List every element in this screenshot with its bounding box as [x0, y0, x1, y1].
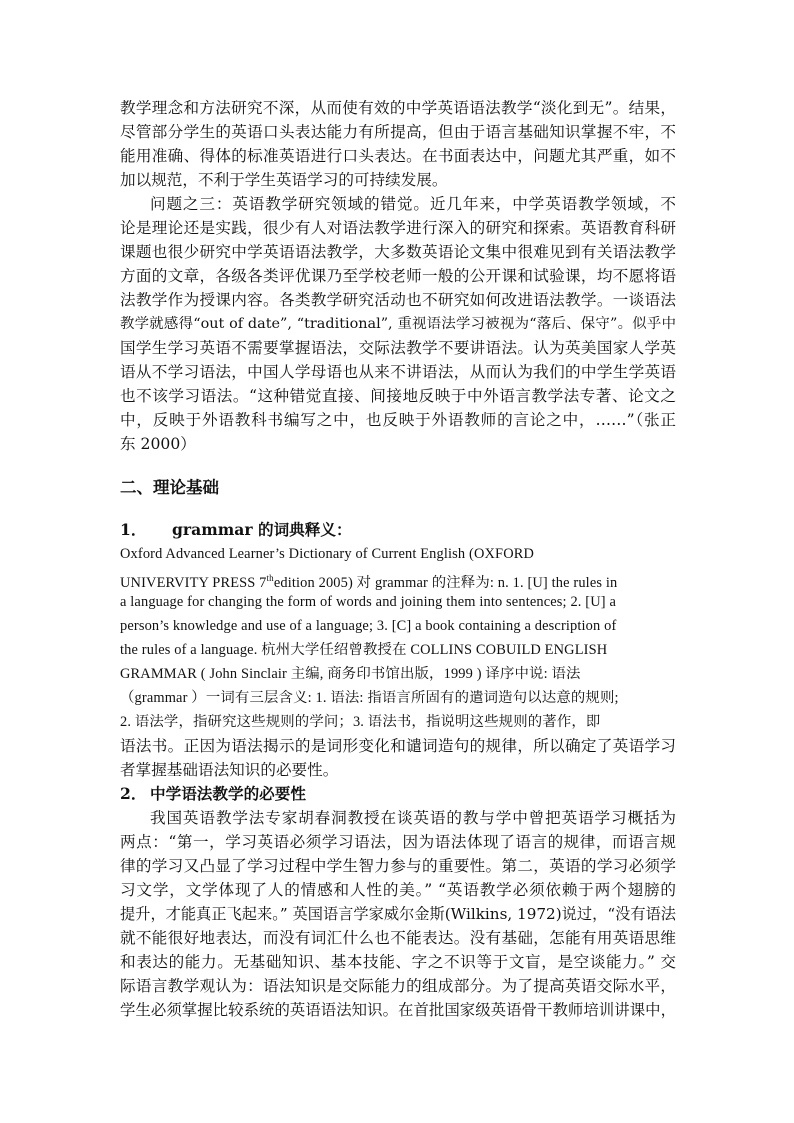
text-line: 语法书。正因为语法揭示的是词形变化和谴词造句的规律，所以确定了英语学习 [120, 737, 676, 755]
text-line: 我国英语教学法专家胡春洞教授在谈英语的教与学中曾把英语学习概括为 [150, 809, 676, 827]
subsection-number: 1． [120, 520, 147, 539]
text-line: Oxford Advanced Learner’s Dictionary of Current English (OXFORD [120, 546, 535, 562]
subsection-number: 2． [120, 784, 147, 803]
text-line: 两点：“第一，学习英语必须学习语法，因为语法体现了语言的规律，而语言规 [120, 833, 676, 851]
text-line: 际语言教学观认为：语法知识是交际能力的组成部分。为了提高英语交际水平， [120, 977, 676, 995]
text-line: 和表达的能力。无基础知识、基本技能、字之不识等于文盲，是空谈能力。” 交 [120, 953, 676, 971]
text-line: 尽管部分学生的英语口头表达能力有所提高，但由于语言基础知识掌握不牢，不 [120, 123, 676, 141]
text-line: 国学生学习英语不需要掌握语法，交际法教学不要讲语法。认为英美国家人学英 [120, 339, 676, 357]
text-fragment: edition 2005) 对 grammar 的注释为: n. 1. [U] the rules in [273, 574, 618, 591]
text-line: 习文学，文学体现了人的情感和人性的美。” “英语教学必须依赖于两个翅膀的 [120, 881, 676, 899]
text-line: person’s knowledge and use of a language; 3. [C] a book containing a description of [120, 618, 617, 634]
text-line: 问题之三：英语教学研究领域的错觉。近几年来，中学英语教学领域，不 [150, 195, 676, 213]
text-line: （grammar ）一词有三层含义: 1. 语法: 指语言所固有的遣词造句以达意的规则; [120, 690, 619, 706]
text-line: 教学理念和方法研究不深，从而使有效的中学英语语法教学“淡化到无”。结果， [120, 99, 676, 117]
section-heading: 二、理论基础 [120, 478, 219, 497]
text-fragment: UNIVERVITY PRESS 7 [120, 574, 267, 591]
text-line: 也不该学习语法。“这种错觉直接、间接地反映于中外语言教学法专著、论文之 [120, 387, 676, 405]
text-line: the rules of a language. 杭州大学任绍曾教授在 COLLINS COBUILD ENGLISH [120, 642, 608, 658]
text-line: 中，反映于外语教科书编写之中，也反映于外语教师的言论之中，……”（张正 [120, 411, 676, 429]
superscript-th: th [266, 573, 274, 583]
text-line: 法教学作为授课内容。各类教学研究活动也不研究如何改进语法教学。一谈语法 [120, 291, 676, 309]
text-line: 加以规范，不利于学生英语学习的可持续发展。 [120, 171, 448, 189]
text-line: 能用准确、得体的标准英语进行口头表达。在书面表达中，问题尤其严重，如不 [120, 147, 676, 165]
text-line: a language for changing the form of words and joining them into sentences; 2. [U] a [120, 594, 616, 610]
text-line: 语从不学习语法，中国人学母语也从来不讲语法，从而认为我们的中学生学英语 [120, 363, 676, 381]
subsection-title: grammar 的词典释义： [172, 520, 352, 539]
text-line: 课题也很少研究中学英语语法教学，大多数英语论文集中很难见到有关语法教学 [120, 243, 676, 261]
text-line: 论是理论还是实践，很少有人对语法教学进行深入的研究和探索。英语教育科研 [120, 219, 676, 237]
subsection-heading-2 [120, 782, 306, 806]
subsection-heading-1 [120, 518, 352, 542]
text-line: 提升，才能真正飞起来。” 英国语言学家威尔金斯(Wilkins, 1972)说过，“没有语法 [120, 905, 676, 923]
text-line: 2. 语法学，指研究这些规则的学问；3. 语法书，指说明这些规则的著作，即 [120, 714, 601, 730]
text-line: 教学就感得“out of date”, “traditional”, 重视语法学习被视为“落后、保守”。似乎中 [120, 316, 676, 332]
subsection-title: 中学语法教学的必要性 [150, 784, 306, 803]
text-line: 学生必须掌握比较系统的英语语法知识。在首批国家级英语骨干教师培训讲课中， [120, 1001, 676, 1019]
text-line: 就不能很好地表达，而没有词汇什么也不能表达。没有基础，怎能有用英语思维 [120, 929, 676, 947]
text-line: 东 2000） [120, 435, 196, 453]
text-line: 律的学习又凸显了学习过程中学生智力参与的重要性。第二，英语的学习必须学 [120, 857, 676, 875]
text-line: 者掌握基础语法知识的必要性。 [120, 761, 339, 779]
text-line: GRAMMAR ( John Sinclair 主编, 商务印书馆出版，1999 ) 译序中说: 语法 [120, 666, 581, 682]
text-line: 方面的文章，各级各类评优课乃至学校老师一般的公开课和试验课，均不愿将语 [120, 267, 676, 285]
